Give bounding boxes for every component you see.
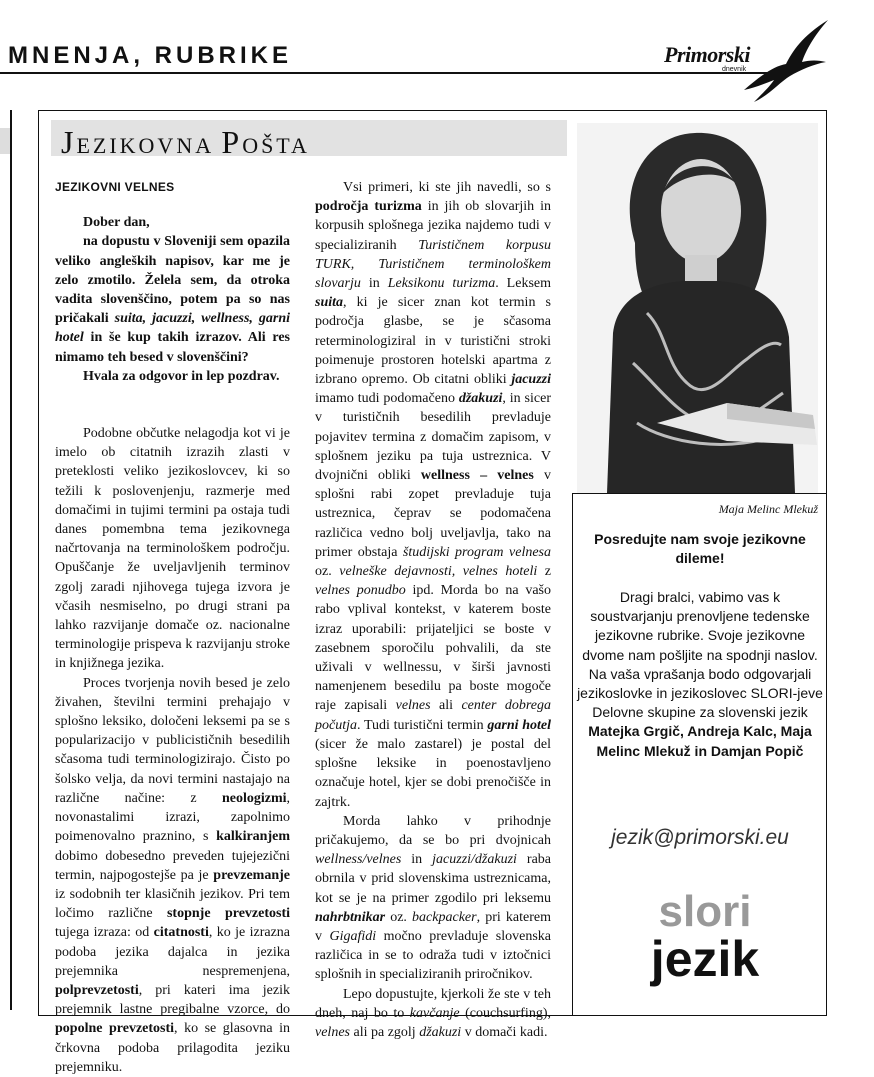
letter-greeting: Dober dan,: [83, 215, 150, 231]
slori-logo: [630, 888, 780, 988]
section-header: [0, 40, 874, 80]
newspaper-logo: Primorski: [664, 42, 750, 67]
article-column-2: [315, 178, 551, 1042]
rubric-banner: [51, 120, 567, 160]
answer-paragraph-3: Vsi primeri, ki ste jih navedli, so s področja turizma in jih ob slovarjih in korpusih splošnega jezika najdemo tudi v specializiranih Turističnem korpusu TURK, Turističnem terminološkem slovarju in Leksikonu turizma. Leksem suita, ki je sicer znan kot termin s področja glasbe, se je sčasoma reterminologiziral in v turistični stroki poimenuje prostoren hotelski apartma z izbrano opremo. Ob citatni obliki jacuzzi imamo tudi podomačeno džakuzi, in sicer v turističnih besedilih prevladuje pojavitev termina z domačim zapisom, v splošnem jeziku pa tuja ustreznica. V dvojnični obliki wellness – velnes v splošni rabi zopet prevladuje tuja ustreznica, čeprav se podomačena različica vedno bolj uveljavlja, tako na primer obstaja študijski program velnesa oz. velneške dejavnosti, velnes hoteli z velnes ponudbo ipd. Morda bo na vašo rabo vplival kontekst, v katerem boste izraz uporabili: prijateljici se boste v zasebnem sporočilu pohvalili, da ste uživali v wellnessu, v širši javnosti namenjenem besedilu pa boste mogoče raje zapisali velnes ali center dobrega počutja. Tudi turistični termin garni hotel (sicer že malo zastarel) je postal del splošne leksike in poenostavljeno označuje hotel, kjer se dobi prenočišče in zajtrk.: [315, 180, 552, 810]
promo-body: Dragi bralci, vabimo vas k soustvarjanju prenovljene tedenske jezikovne rubrike. Svoje jezikovne dvome nam pošljite na spodnji naslov. Na vaša vprašanja bodo odgovarjali jezikoslovke in jezikoslovec SLORI-jeve Delovne skupine za slovenski jezik: [577, 589, 823, 721]
promo-rule-horizontal: [572, 493, 827, 494]
promo-heading: Posredujte nam svoje jezikovne dileme!: [594, 531, 806, 566]
article-column-1: [55, 178, 290, 1077]
answer-paragraph-5: Lepo dopustujte, kjerkoli že ste v teh dneh, naj bo to kavčanje (couchsurfing), velnes ali pa zgolj džakuzi v domači kadi.: [315, 986, 551, 1040]
letter-body: na dopustu v Sloveniji sem opazila veliko angleških napisov, kar me je zelo zmotilo. Želela sem, da otroka vadita slovenščino, potem pa so nas pričakali suita, jacuzzi, wellness, garni hotel in še kup takih izrazov. Ali res nimamo teh besed v slovenščini?: [55, 234, 291, 365]
article-kicker: JEZIKOVNI VELNES: [55, 180, 175, 194]
newspaper-logo-sub: dnevnik: [722, 66, 747, 73]
bird-logo-icon: [740, 16, 832, 104]
rubric-title: JEZIKOVNA POŠTA: [61, 124, 310, 160]
promo-box: [577, 530, 823, 761]
answer-paragraph-1: Podobne občutke nelagodja kot vi je imelo ob citatnih izrazih zlasti v preteklosti veliko jezikoslovcev, ki so težili k poslovenjenju, razmerje med domačimi in tujimi termini pa ostaja tudi danes pomembna tema jezikovnega načrtovanja na terminološkem področju. Opuščanje že uveljavljenih terminov zgolj zaradi njihovega tujega izvora je včasih nesmiselno, po drugi strani pa lahko razvijanje domače oz. nacionalne terminologije prispeva k razvijanju stroke in knjižnega jezika.: [55, 426, 290, 672]
promo-email-link[interactable]: jezik@primorski.eu: [611, 826, 789, 849]
promo-rule-vertical: [572, 493, 573, 1016]
author-photo: [577, 123, 818, 493]
section-title: MNENJA, RUBRIKE: [8, 42, 293, 69]
letter-thanks: Hvala za odgovor in lep pozdrav.: [83, 368, 280, 384]
left-tab: [0, 128, 10, 154]
header-rule: [0, 72, 770, 74]
promo-names: Matejka Grgič, Andreja Kalc, Maja Melinc Mlekuž in Damjan Popič: [588, 723, 812, 759]
photo-caption: Maja Melinc Mlekuž: [718, 502, 818, 516]
svg-text:jezik: jezik: [650, 931, 760, 987]
left-edge-rule: [10, 110, 12, 1010]
answer-paragraph-2: Proces tvorjenja novih besed je zelo živahen, številni termini prehajajo v splošno leksiko, določeni leksemi pa se s popularizacijo v publicističnih besedilih sčasoma tudi terminologizirajo. Čisto po šolsko velja, da novi termini nastajajo na različne načine: z neologizmi, novonastalimi izrazi, zapolnimo poimenovalno praznino, s kalkiranjem dobimo dobesedno preveden tujejezični termin, najpogostejše pa je prevzemanje iz sodobnih ter klasičnih jezikov. Pri tem ločimo različne stopnje prevzetosti tujega izraza: od citatnosti, ko je izrazna podoba jezika dajalca in jezika prejemnika nespremenjena, polprevzetosti, pri kateri ima jezik prejemnik lastne pregibalne vzorce, do popolne prevzetosti, ko se glasovna in črkovna podoba prilagodita jeziku prejemniku.: [55, 675, 290, 1075]
answer-paragraph-4: Morda lahko v prihodnje pričakujemo, da se bo pri dvojnicah wellness/velnes in jacuzzi/džakuzi raba obrnila v prid slovenskima ustreznicama, kot se je na primer zgodilo pri leksemu nahrbtnikar oz. backpacker, pri katerem v Gigafidi močno prevladuje slovenska različica in se to odraža tudi v iztočnici splošnih in specializiranih priročnikov.: [315, 813, 552, 983]
svg-text:slori: slori: [658, 888, 752, 936]
